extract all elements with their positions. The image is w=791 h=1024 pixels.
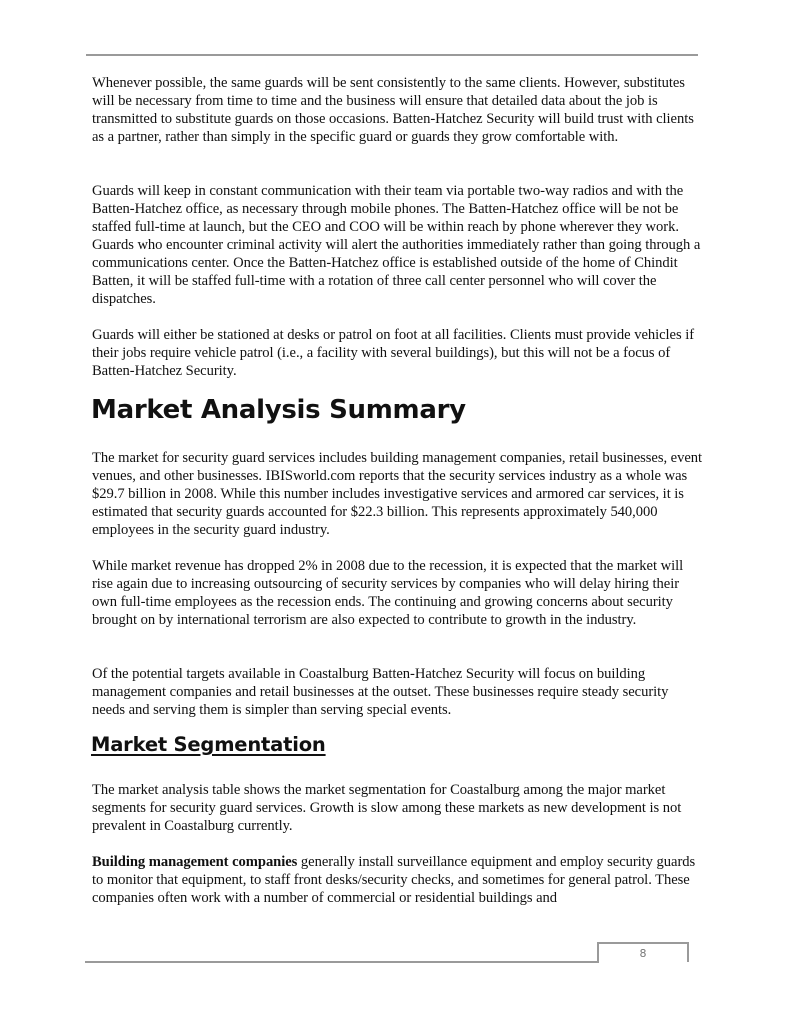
paragraph-segmentation-intro: The market analysis table shows the market segmentation for Coastalburg among the major market segments for security guard services. Growth is slow among these markets as new development is not prevalent in Coastalburg currently.: [92, 782, 682, 834]
header-rule: [86, 54, 698, 56]
heading-market-segmentation: Market Segmentation: [91, 733, 326, 756]
footer-rule: [85, 961, 599, 963]
page-number-box: [597, 942, 689, 962]
paragraph-consistent-guards: Whenever possible, the same guards will be sent consistently to the same clients. However, substitutes will be necessary from time to time and the business will ensure that detailed data about the job is transmitted to substitute guards on those occasions. Batten-Hatchez Security will build trust with clients as a partner, rather than simply in the specific guard or guards they grow comfortable with.: [92, 75, 694, 145]
paragraph-targets: Of the potential targets available in Coastalburg Batten-Hatchez Security will focus on building management companies and retail businesses at the outset. These businesses require steady security needs and serving them is simpler than serving special events.: [92, 666, 669, 718]
paragraph-communication: Guards will keep in constant communication with their team via portable two-way radios and with the Batten-Hatchez office, as necessary through mobile phones. The Batten-Hatchez office will be not be staffed full-time at launch, but the CEO and COO will be within reach by phone wherever they work. Guards who encounter criminal activity will alert the authorities immediately rather than going through a communications center. Once the Batten-Hatchez office is established outside of the home of Chindit Batten, it will be staffed full-time with a rotation of three call center personnel who will cover the dispatches.: [92, 183, 701, 307]
paragraph-building-management: [92, 853, 704, 907]
paragraph-patrol: Guards will either be stationed at desks or patrol on foot at all facilities. Clients must provide vehicles if their jobs require vehicle patrol (i.e., a facility with several buildings), but this will not be a focus of Batten-Hatchez Security.: [92, 327, 695, 379]
term-building-management-companies: Building management companies: [92, 854, 298, 870]
paragraph-market-size: The market for security guard services includes building management companies, retail businesses, event venues, and other businesses. IBISworld.com reports that the security services industry as a whole was $29.7 billion in 2008. While this number includes investigative services and armored car services, it is estimated that security guards accounted for $22.3 billion. This represents approximately 540,000 employees in the security guard industry.: [92, 450, 703, 538]
building-management-description: generally install surveillance equipment and employ security guards to monitor that equipment, to staff front desks/security checks, and sometimes for general patrol. These companies often work with a number of commercial or residential buildings and: [92, 854, 696, 906]
heading-market-analysis-summary: Market Analysis Summary: [91, 395, 466, 425]
paragraph-market-outlook: While market revenue has dropped 2% in 2008 due to the recession, it is expected that the market will rise again due to increasing outsourcing of security services by companies who will delay hiring their own full-time employees as the recession ends. The continuing and growing concerns about security brought on by international terrorism are also expected to contribute to growth in the industry.: [92, 558, 684, 628]
page-number: 8: [639, 947, 647, 960]
